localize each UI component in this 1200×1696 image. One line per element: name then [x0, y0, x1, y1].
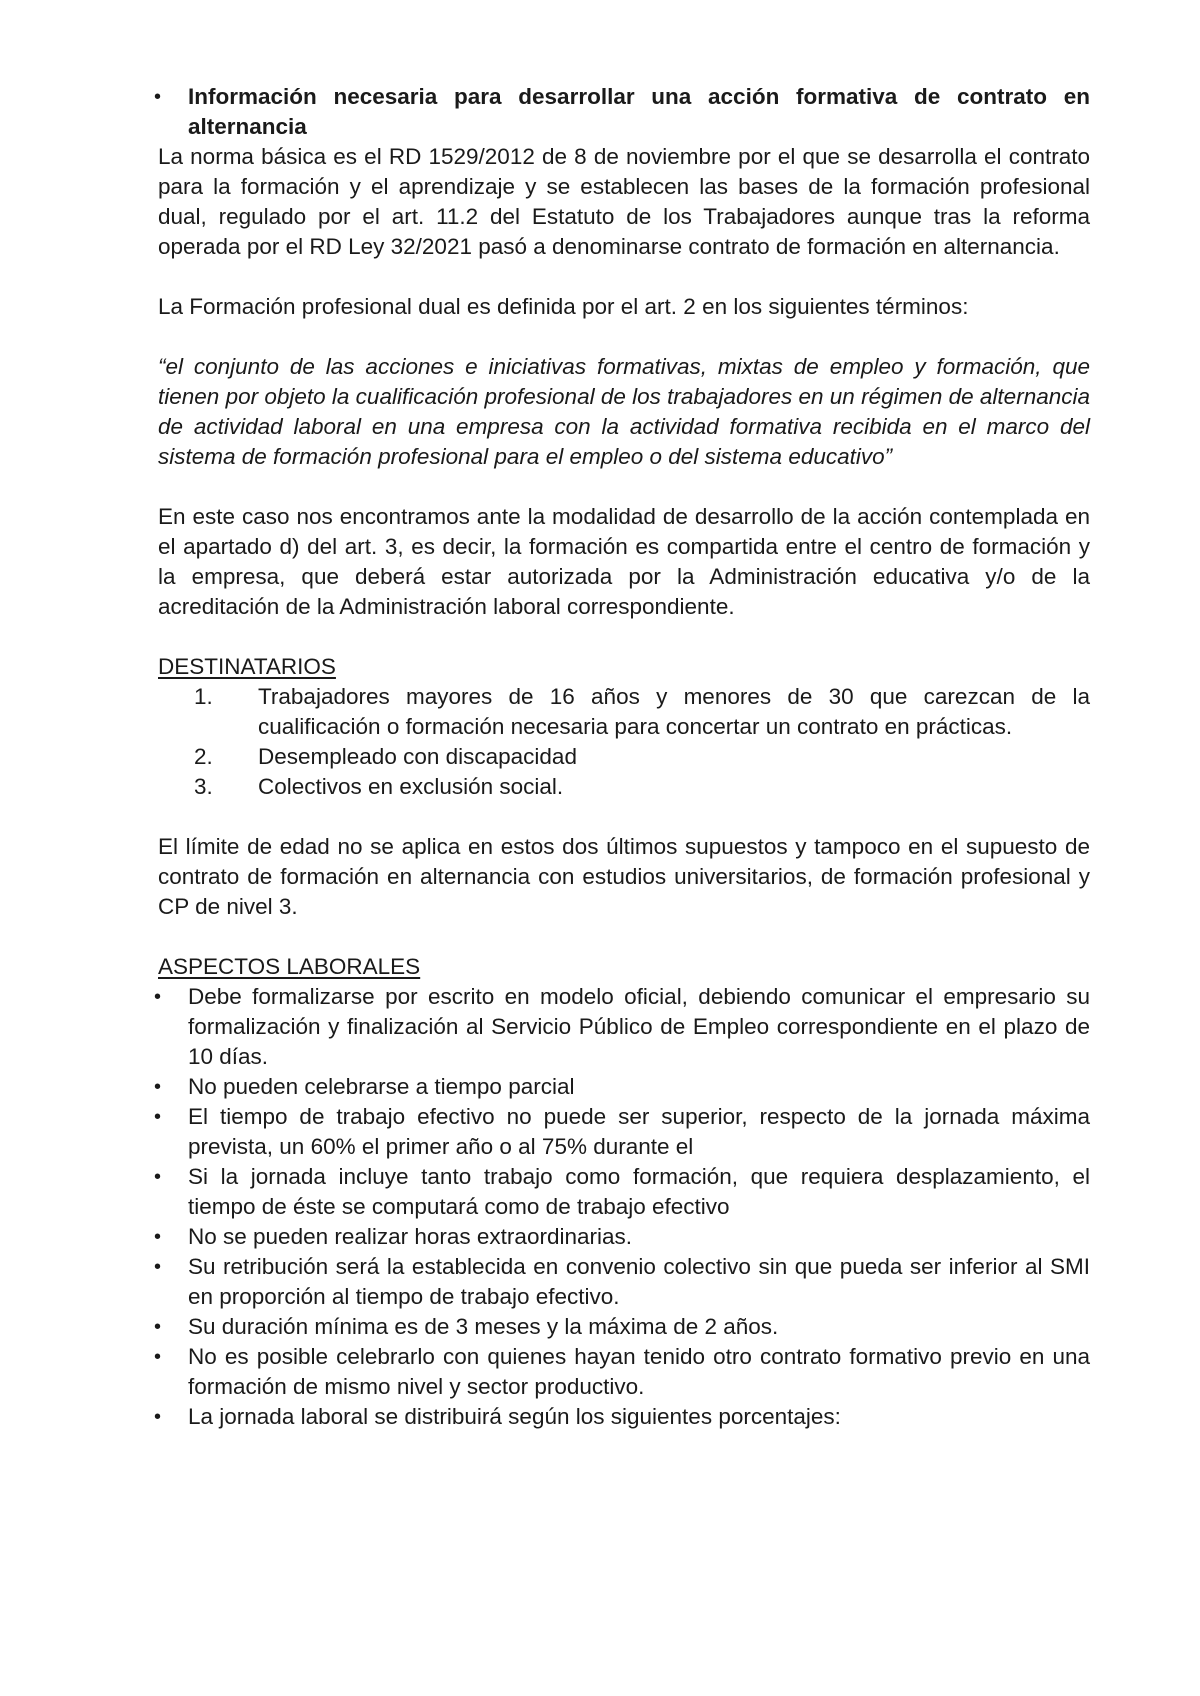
list-item-text: Trabajadores mayores de 16 años y menores de 30 que carezcan de la cualificación o formación necesaria para concertar un contrato en prácticas.	[258, 684, 1090, 739]
bullet-icon: •	[154, 1406, 162, 1428]
list-item	[154, 1102, 1090, 1162]
list-item-text: No es posible celebrarlo con quienes hayan tenido otro contrato formativo previo en una formación de mismo nivel y sector productivo.	[188, 1344, 1090, 1399]
list-item-number: 1.	[194, 684, 213, 709]
list-item-text: No se pueden realizar horas extraordinarias.	[188, 1224, 632, 1249]
list-item-text: Si la jornada incluye tanto trabajo como formación, que requiera desplazamiento, el tiempo de éste se computará como de trabajo efectivo	[188, 1164, 1090, 1219]
list-item	[158, 742, 1090, 772]
list-item-text: La jornada laboral se distribuirá según los siguientes porcentajes:	[188, 1404, 841, 1429]
destinatarios-list	[158, 682, 1090, 802]
list-item-number: 3.	[194, 774, 213, 799]
destinatarios-title: DESTINATARIOS	[158, 654, 336, 679]
bullet-icon: •	[154, 1346, 162, 1368]
list-item	[158, 772, 1090, 802]
list-item	[154, 1402, 1090, 1432]
list-item-number: 2.	[194, 744, 213, 769]
list-item-text: Su retribución será la establecida en convenio colectivo sin que pueda ser inferior al SMI en proporción al tiempo de trabajo efectivo.	[188, 1254, 1090, 1309]
section-heading	[154, 82, 1090, 142]
list-item-text: Desempleado con discapacidad	[258, 744, 577, 769]
list-item-text: El tiempo de trabajo efectivo no puede ser superior, respecto de la jornada máxima prevista, un 60% el primer año o al 75% durante el	[188, 1104, 1090, 1159]
definition-intro-paragraph: La Formación profesional dual es definida por el art. 2 en los siguientes términos:	[158, 294, 969, 319]
list-item-text: Debe formalizarse por escrito en modelo oficial, debiendo comunicar el empresario su formalización y finalización al Servicio Público de Empleo correspondiente en el plazo de 10 días.	[188, 984, 1090, 1069]
bullet-icon: •	[154, 1256, 162, 1278]
bullet-icon: •	[154, 1166, 162, 1188]
list-item-text: Su duración mínima es de 3 meses y la máxima de 2 años.	[188, 1314, 779, 1339]
bullet-icon: •	[154, 1226, 162, 1248]
section-heading-text: Información necesaria para desarrollar una acción formativa de contrato en alternancia	[188, 84, 1090, 139]
list-item	[154, 1162, 1090, 1222]
list-item	[154, 1252, 1090, 1312]
modality-paragraph: En este caso nos encontramos ante la modalidad de desarrollo de la acción contemplada en el apartado d) del art. 3, es decir, la formación es compartida entre el centro de formación y la empresa, que deberá estar autorizada por la Administración educativa y/o de la acreditación de la Administración laboral correspondiente.	[158, 504, 1090, 619]
age-limit-note: El límite de edad no se aplica en estos dos últimos supuestos y tampoco en el supuesto de contrato de formación en alternancia con estudios universitarios, de formación profesional y CP de nivel 3.	[158, 834, 1090, 919]
list-item	[154, 1222, 1090, 1252]
list-item-text: No pueden celebrarse a tiempo parcial	[188, 1074, 575, 1099]
list-item	[154, 982, 1090, 1072]
bullet-icon: •	[154, 1076, 162, 1098]
bullet-icon: •	[154, 1316, 162, 1338]
list-item	[154, 1312, 1090, 1342]
bullet-icon: •	[154, 986, 162, 1008]
aspectos-title: ASPECTOS LABORALES	[158, 954, 421, 979]
list-item	[154, 1342, 1090, 1402]
bullet-icon: •	[154, 1106, 162, 1128]
definition-quote: “el conjunto de las acciones e iniciativas formativas, mixtas de empleo y formación, que tienen por objeto la cualificación profesional de los trabajadores en un régimen de alternancia de actividad laboral en una empresa con la actividad formativa recibida en el marco del sistema de formación profesional para el empleo o del sistema educativo”	[158, 354, 1090, 469]
bullet-icon: •	[154, 86, 162, 108]
document-page	[154, 82, 1090, 1432]
intro-paragraph: La norma básica es el RD 1529/2012 de 8 de noviembre por el que se desarrolla el contrato para la formación y el aprendizaje y se establecen las bases de la formación profesional dual, regulado por el art. 11.2 del Estatuto de los Trabajadores aunque tras la reforma operada por el RD Ley 32/2021 pasó a denominarse contrato de formación en alternancia.	[158, 144, 1090, 259]
list-item-text: Colectivos en exclusión social.	[258, 774, 564, 799]
list-item	[158, 682, 1090, 742]
aspectos-list	[154, 982, 1090, 1432]
list-item	[154, 1072, 1090, 1102]
